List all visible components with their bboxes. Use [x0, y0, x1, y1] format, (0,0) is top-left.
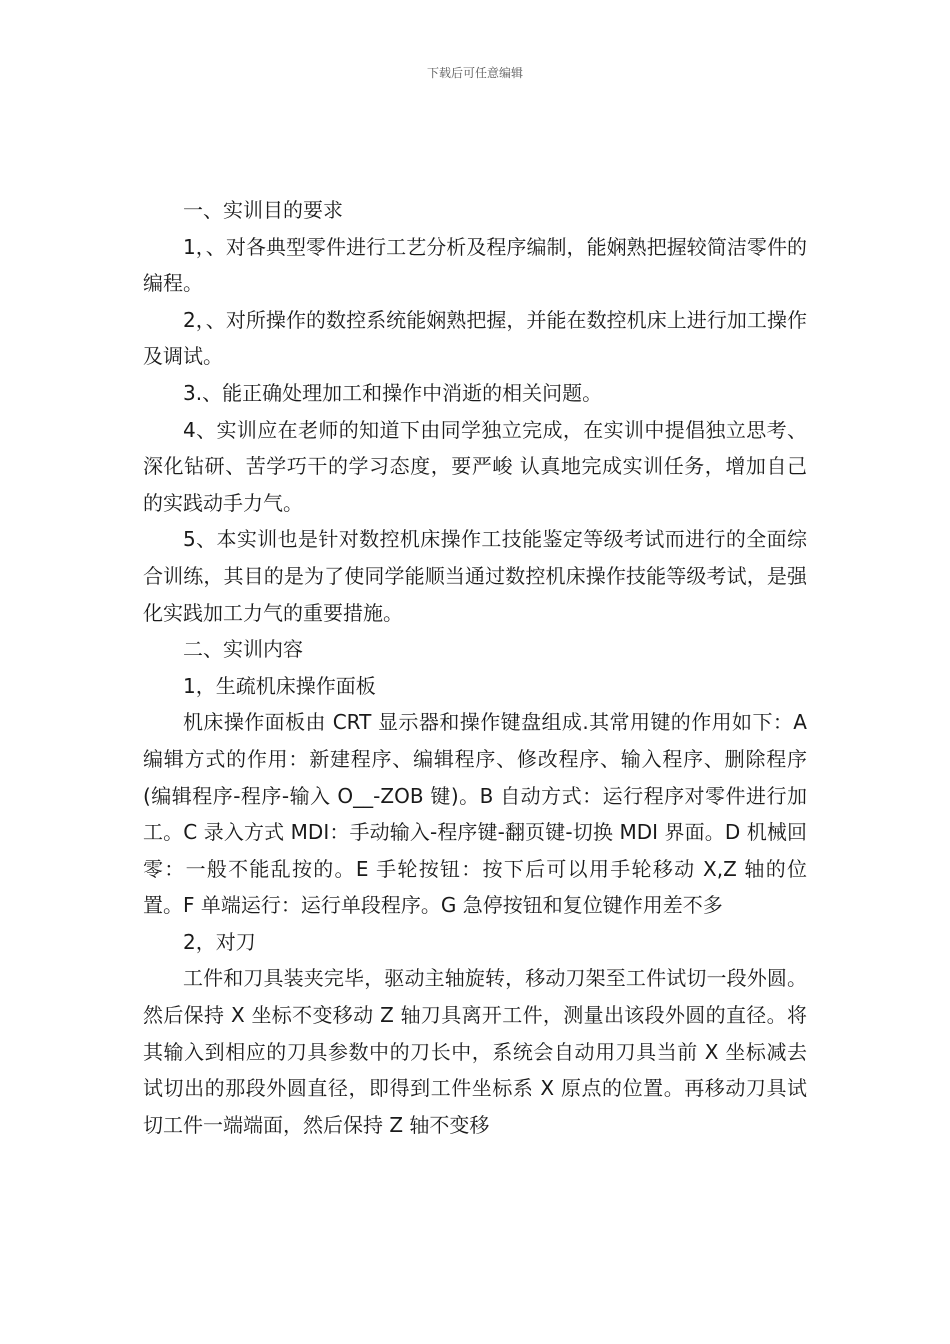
section-heading-1: 一、实训目的要求 [183, 198, 343, 222]
document-body [143, 192, 807, 1143]
section-heading-2: 二、实训内容 [183, 637, 303, 662]
subheading-tool-setting: 2，对刀 [183, 929, 256, 954]
paragraph-item-1: 1，、对各典型零件进行工艺分析及程序编制，能娴熟把握较简洁零件的编程。 [143, 234, 807, 296]
paragraph-item-5: 5、本实训也是针对数控机床操作工技能鉴定等级考试而进行的全面综合训练，其目的是为了使同学能顺当通过数控机床操作技能等级考试，是强化实践加工力气的重要措施。 [143, 527, 807, 625]
subheading-panel: 1，生疏机床操作面板 [183, 673, 376, 698]
page-header: 下载后可任意编辑 [426, 66, 523, 80]
paragraph-tool-setting: 工件和刀具装夹完毕，驱动主轴旋转，移动刀架至工件试切一段外圆。然后保持 X 坐标不变移动 Z 轴刀具离开工件，测量出该段外圆的直径。将其输入到相应的刀具参数中的刀长中，系统会自动用刀具当前 X 坐标减去试切出的那段外圆直径，即得到工件坐标系 X 原点的位置。再移动刀具试切工件一端端面，然后保持 Z 轴不变移 [143, 966, 807, 1137]
paragraph-panel-keys: 机床操作面板由 CRT 显示器和操作键盘组成.其常用键的作用如下：A 编辑方式的作用：新建程序、编辑程序、修改程序、输入程序、删除程序(编辑程序-程序-输入 O__-ZOB 键)。B 自动方式：运行程序对零件进行加工。C 录入方式 MDI：手动输入-程序键-翻页键-切换 MDI 界面。D 机械回零：一般不能乱按的。E 手轮按钮：按下后可以用手轮移动 X,Z 轴的位置。F 单端运行：运行单段程序。G 急停按钮和复位键作用差不多 [143, 710, 807, 918]
paragraph-item-2: 2，、对所操作的数控系统能娴熟把握，并能在数控机床上进行加工操作及调试。 [143, 307, 807, 369]
paragraph-item-4: 4、实训应在老师的知道下由同学独立完成，在实训中提倡独立思考、深化钻研、苦学巧干的学习态度，要严峻 认真地完成实训任务，增加自己的实践动手力气。 [143, 417, 807, 515]
paragraph-item-3: 3.、能正确处理加工和操作中消逝的相关问题。 [183, 380, 603, 405]
